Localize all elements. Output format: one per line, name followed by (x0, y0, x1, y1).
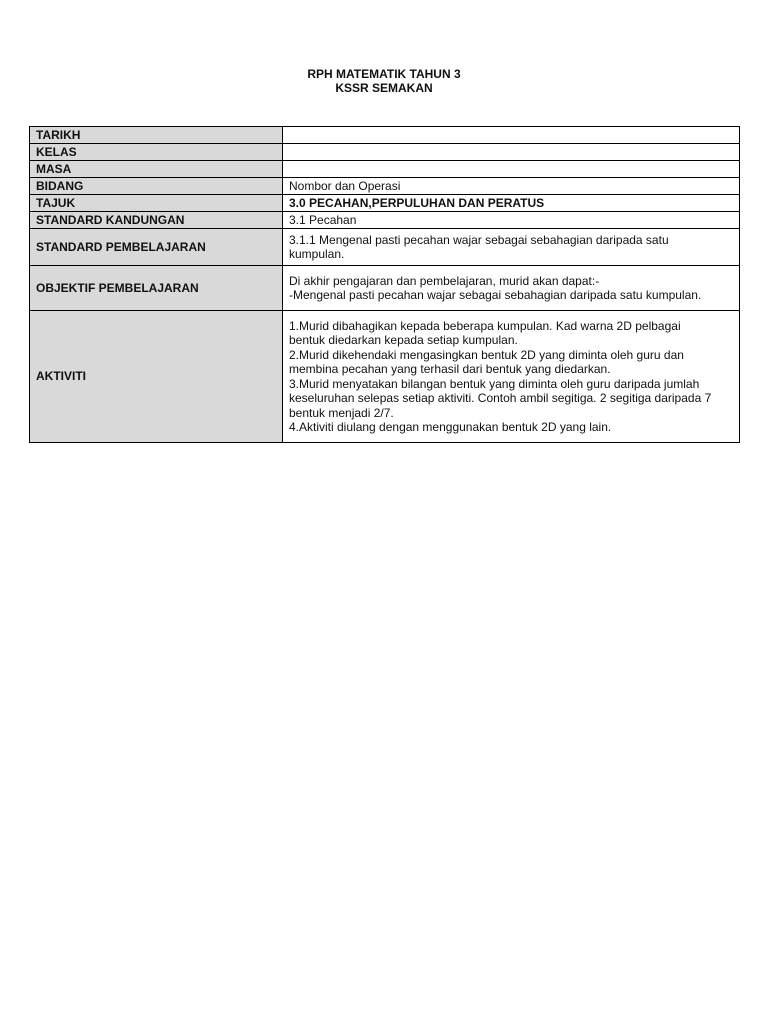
aktiviti-line: 2.Murid dikehendaki mengasingkan bentuk 2D yang diminta oleh guru dan (289, 347, 684, 362)
standard-pembelajaran-line: kumpulan. (289, 247, 345, 261)
document-subtitle: KSSR SEMAKAN (335, 81, 433, 95)
row-bidang (30, 178, 740, 195)
value-objektif-pembelajaran (283, 266, 740, 311)
row-standard-pembelajaran (30, 229, 740, 266)
objektif-line: -Mengenal pasti pecahan wajar sebagai sebahagian daripada satu kumpulan. (289, 288, 702, 302)
label-bidang: BIDANG (30, 178, 283, 195)
value-standard-kandungan: 3.1 Pecahan (283, 212, 740, 229)
label-masa: MASA (30, 161, 283, 178)
value-tajuk: 3.0 PECAHAN,PERPULUHAN DAN PERATUS (283, 195, 740, 212)
row-standard-kandungan (30, 212, 740, 229)
aktiviti-line: 4.Aktiviti diulang dengan menggunakan bentuk 2D yang lain. (289, 420, 612, 434)
aktiviti-line: bentuk diedarkan kepada setiap kumpulan. (289, 333, 518, 347)
row-masa (30, 161, 740, 178)
row-aktiviti (30, 311, 740, 443)
value-standard-pembelajaran (283, 229, 740, 266)
label-standard-pembelajaran: STANDARD PEMBELAJARAN (30, 229, 283, 266)
label-objektif-pembelajaran: OBJEKTIF PEMBELAJARAN (30, 266, 283, 311)
label-tajuk: TAJUK (30, 195, 283, 212)
lesson-plan-table (29, 126, 740, 443)
value-bidang: Nombor dan Operasi (283, 178, 740, 195)
value-kelas (283, 144, 740, 161)
row-objektif-pembelajaran (30, 266, 740, 311)
row-kelas (30, 144, 740, 161)
aktiviti-line: membina pecahan yang terhasil dari bentuk yang diedarkan. (289, 362, 611, 376)
label-aktiviti: AKTIVITI (30, 311, 283, 443)
value-masa (283, 161, 740, 178)
row-tarikh (30, 127, 740, 144)
aktiviti-line: 1.Murid dibahagikan kepada beberapa kumpulan. Kad warna 2D pelbagai (289, 318, 681, 333)
value-tarikh (283, 127, 740, 144)
aktiviti-line: 3.Murid menyatakan bilangan bentuk yang diminta oleh guru daripada jumlah (289, 376, 700, 391)
row-tajuk (30, 195, 740, 212)
value-aktiviti (283, 311, 740, 443)
aktiviti-line: bentuk menjadi 2/7. (289, 405, 394, 420)
objektif-line: Di akhir pengajaran dan pembelajaran, murid akan dapat:- (289, 273, 600, 288)
standard-pembelajaran-line: 3.1.1 Mengenal pasti pecahan wajar sebagai sebahagian daripada satu (289, 232, 669, 247)
aktiviti-line: keseluruhan selepas setiap aktiviti. Contoh ambil segitiga. 2 segitiga daripada 7 (289, 391, 712, 405)
label-kelas: KELAS (30, 144, 283, 161)
label-standard-kandungan: STANDARD KANDUNGAN (30, 212, 283, 229)
document-title: RPH MATEMATIK TAHUN 3 (307, 67, 461, 81)
label-tarikh: TARIKH (30, 127, 283, 144)
